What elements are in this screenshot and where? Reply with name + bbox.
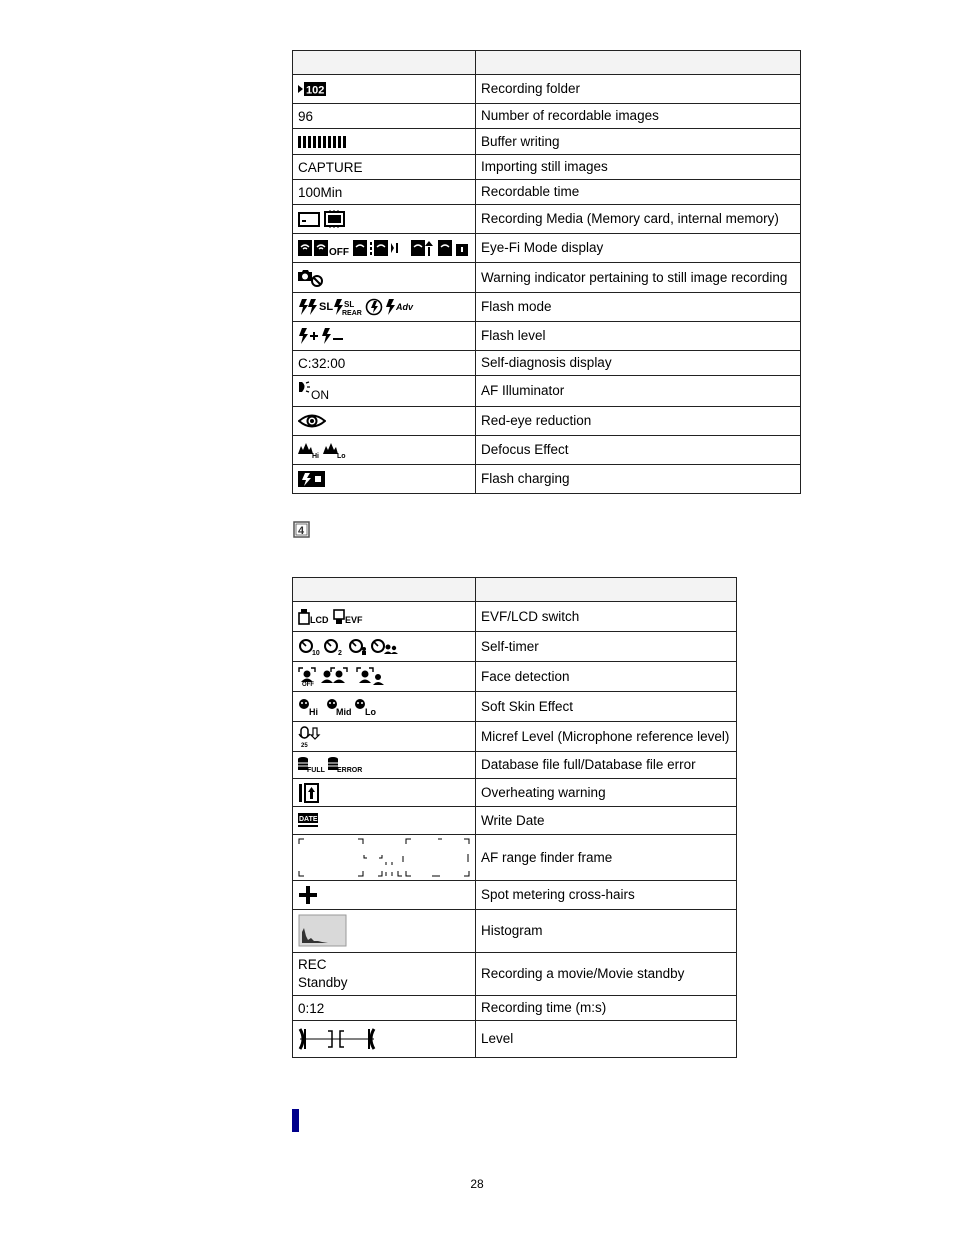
- svg-text:Lo: Lo: [337, 453, 346, 459]
- svg-text:4: 4: [298, 525, 305, 537]
- row-description: Soft Skin Effect: [476, 692, 737, 722]
- row-description: Recordable time: [476, 180, 801, 205]
- svg-text:102: 102: [306, 84, 325, 97]
- row-description: Level: [476, 1021, 737, 1058]
- table-row: [293, 752, 737, 779]
- micref-level-icon: [298, 726, 322, 748]
- section-heading-bar: [292, 1109, 299, 1132]
- row-description: Flash mode: [476, 293, 801, 322]
- row-value: CAPTURE: [293, 155, 476, 180]
- row-description: Recording time (m:s): [476, 996, 737, 1021]
- row-description: Face detection: [476, 662, 737, 692]
- table-row: [293, 155, 801, 180]
- level-icon: [298, 1025, 376, 1053]
- indicator-table-2: [292, 577, 737, 1058]
- table-row: [293, 465, 801, 494]
- svg-text:ERROR: ERROR: [337, 767, 363, 774]
- svg-text:REAR: REAR: [342, 310, 362, 316]
- row-description: Micref Level (Microphone reference level): [476, 722, 737, 752]
- svg-text:Mid: Mid: [336, 706, 352, 717]
- table-row: [293, 722, 737, 752]
- table-row: [293, 662, 737, 692]
- svg-text:DATE: DATE: [299, 815, 318, 823]
- table-header-cell: [476, 51, 801, 75]
- row-description: Histogram: [476, 910, 737, 953]
- histogram-icon: [298, 914, 348, 948]
- database-icon: [298, 756, 364, 774]
- table-header-cell: [293, 578, 476, 602]
- row-value: 0:12: [293, 996, 476, 1021]
- table-row: [293, 835, 737, 881]
- table-row: [293, 129, 801, 155]
- row-description: Buffer writing: [476, 129, 801, 155]
- table-row: [293, 602, 737, 632]
- recording-folder-icon: [298, 81, 328, 97]
- svg-text:OFF: OFF: [329, 247, 349, 257]
- svg-text:Lo: Lo: [365, 706, 376, 717]
- table-header-row: [293, 51, 801, 75]
- svg-text:ON: ON: [311, 388, 329, 401]
- svg-text:2: 2: [338, 649, 342, 657]
- row-description: Recording folder: [476, 75, 801, 104]
- flash-charging-icon: [298, 470, 326, 488]
- row-description: Recording Media (Memory card, internal memory): [476, 205, 801, 234]
- self-timer-icon: [298, 637, 400, 657]
- recording-media-icon: [298, 210, 346, 228]
- table-row: [293, 692, 737, 722]
- table-header-cell: [476, 578, 737, 602]
- buffer-writing-icon: [298, 136, 350, 148]
- row-description: EVF/LCD switch: [476, 602, 737, 632]
- row-description: Eye-Fi Mode display: [476, 234, 801, 263]
- svg-text:FULL: FULL: [307, 767, 325, 774]
- svg-text:SL: SL: [344, 300, 355, 309]
- row-value: C:32:00: [293, 351, 476, 376]
- indicator-table-1: [292, 50, 801, 494]
- table-row: [293, 322, 801, 351]
- row-description: Self-timer: [476, 632, 737, 662]
- table-row: [293, 180, 801, 205]
- write-date-icon: [298, 812, 320, 830]
- row-description: Warning indicator pertaining to still image recording: [476, 263, 801, 293]
- page-number: 28: [470, 1177, 484, 1191]
- table-row: [293, 807, 737, 835]
- row-value: REC: [298, 957, 327, 972]
- table-row: [293, 104, 801, 129]
- table-row: [293, 881, 737, 910]
- table-row: [293, 953, 737, 996]
- defocus-effect-icon: [298, 441, 350, 459]
- red-eye-icon: [298, 413, 326, 429]
- table-row: [293, 632, 737, 662]
- row-description: Defocus Effect: [476, 436, 801, 465]
- row-description: Number of recordable images: [476, 104, 801, 129]
- eye-fi-icon: [298, 239, 470, 257]
- row-description: Flash charging: [476, 465, 801, 494]
- svg-text:Hi: Hi: [312, 453, 319, 459]
- row-description: Self-diagnosis display: [476, 351, 801, 376]
- warning-still-image-icon: [298, 269, 328, 287]
- section-number-icon: [293, 521, 311, 539]
- svg-text:25: 25: [301, 742, 308, 748]
- overheating-icon: [298, 783, 320, 803]
- table-row: [293, 75, 801, 104]
- af-illuminator-icon: [298, 381, 334, 401]
- table-row: [293, 407, 801, 436]
- row-value: Standby: [298, 975, 348, 990]
- table-row: [293, 910, 737, 953]
- row-description: Importing still images: [476, 155, 801, 180]
- table-row: [293, 234, 801, 263]
- svg-text:EVF: EVF: [345, 614, 363, 625]
- svg-text:Adv: Adv: [396, 302, 414, 312]
- row-value: 100Min: [293, 180, 476, 205]
- evf-lcd-icon: [298, 608, 368, 626]
- table-row: [293, 436, 801, 465]
- row-description: Red-eye reduction: [476, 407, 801, 436]
- table-row: [293, 205, 801, 234]
- table-header-row: [293, 578, 737, 602]
- table-row: [293, 779, 737, 807]
- af-frame-icon: [298, 838, 470, 878]
- row-value: 96: [293, 104, 476, 129]
- soft-skin-icon: [298, 697, 382, 717]
- row-description: AF range finder frame: [476, 835, 737, 881]
- table-row: [293, 376, 801, 407]
- row-description: Database file full/Database file error: [476, 752, 737, 779]
- svg-text:10: 10: [312, 649, 320, 657]
- row-description: Overheating warning: [476, 779, 737, 807]
- svg-text:LCD: LCD: [310, 614, 329, 625]
- row-description: Spot metering cross-hairs: [476, 881, 737, 910]
- svg-text:OFF: OFF: [302, 681, 314, 687]
- flash-level-icon: [298, 327, 348, 345]
- table-row: [293, 351, 801, 376]
- flash-mode-icon: [298, 298, 424, 316]
- crosshair-icon: [298, 885, 318, 905]
- table-row: [293, 263, 801, 293]
- svg-text:Hi: Hi: [309, 706, 318, 717]
- face-detection-icon: [298, 667, 386, 687]
- table-row: [293, 293, 801, 322]
- row-description: AF Illuminator: [476, 376, 801, 407]
- row-description: Write Date: [476, 807, 737, 835]
- row-description: Flash level: [476, 322, 801, 351]
- table-header-cell: [293, 51, 476, 75]
- row-description: Recording a movie/Movie standby: [476, 953, 737, 996]
- svg-text:SL: SL: [319, 301, 334, 313]
- table-row: [293, 1021, 737, 1058]
- table-row: [293, 996, 737, 1021]
